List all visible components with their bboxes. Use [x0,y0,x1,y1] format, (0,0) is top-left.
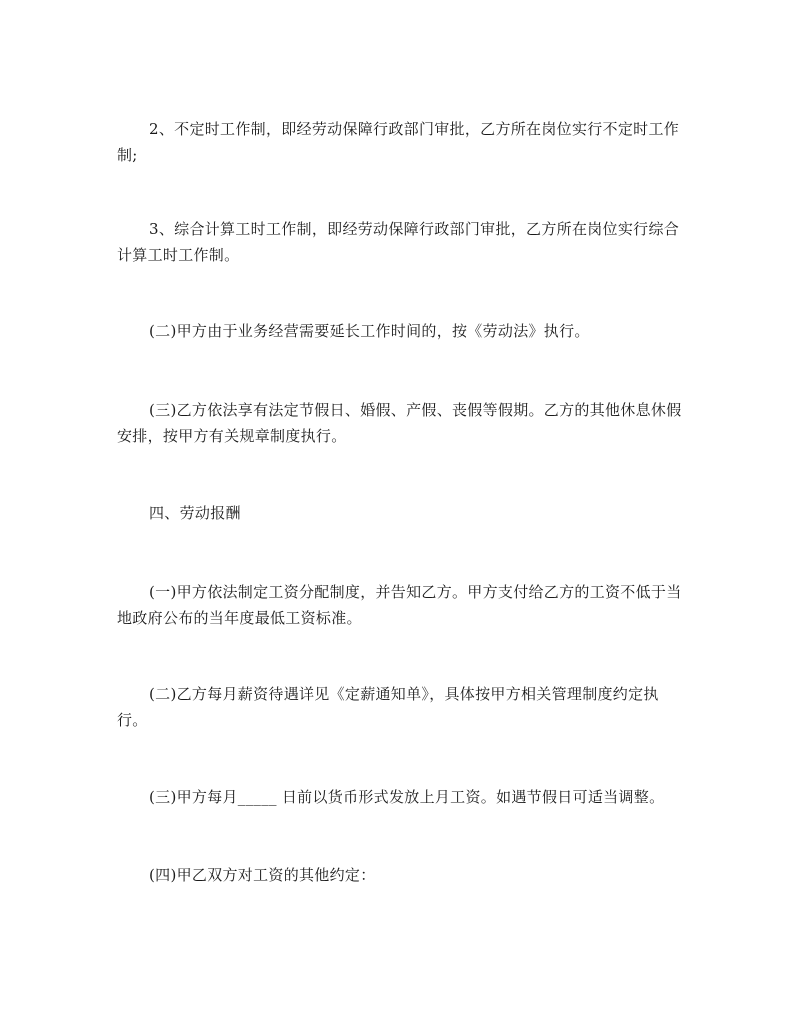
paragraph-payment-date: (三)甲方每月_____ 日前以货币形式发放上月工资。如遇节假日可适当调整。 [149,788,665,806]
paragraph-irregular-working-hours: 2、不定时工作制，即经劳动保障行政部门审批，乙方所在岗位实行不定时工作制; [117,120,680,164]
paragraph-salary-notice: (二)乙方每月薪资待遇详见《定薪通知单》，具体按甲方相关管理制度约定执行。 [117,685,659,729]
paragraph-holidays: (三)乙方依法享有法定节假日、婚假、产假、丧假等假期。乙方的其他休息休假安排，按甲方有关规章制度执行。 [117,401,682,445]
paragraph-other-wage-agreements: (四)甲乙双方对工资的其他约定： [149,866,376,884]
section-heading-remuneration: 四、劳动报酬 [149,504,241,522]
paragraph-overtime: (二)甲方由于业务经营需要延长工作时间的，按《劳动法》执行。 [149,322,590,340]
paragraph-wage-system: (一)甲方依法制定工资分配制度，并告知乙方。甲方支付给乙方的工资不低于当地政府公布的当年度最低工资标准。 [117,583,682,627]
paragraph-comprehensive-working-hours: 3、综合计算工时工作制，即经劳动保障行政部门审批，乙方所在岗位实行综合计算工时工作制。 [117,220,680,264]
